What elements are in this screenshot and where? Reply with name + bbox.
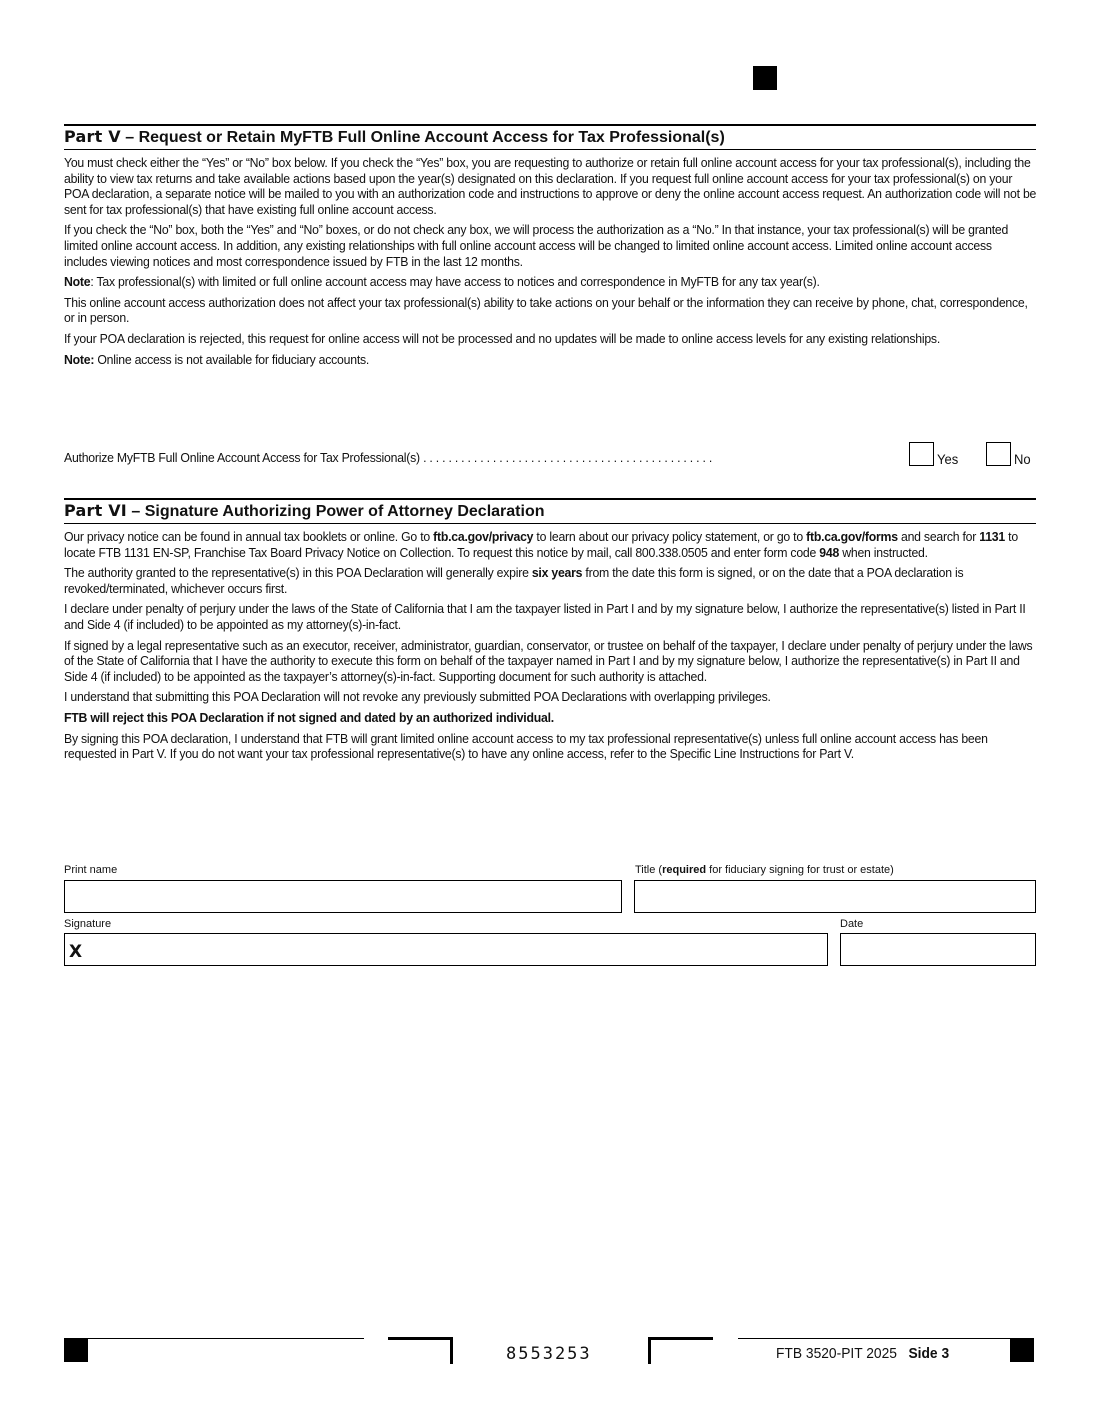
reject-warning-text: FTB will reject this POA Declaration if not signed and dated by an authorized individual.	[64, 709, 554, 725]
text: Our privacy notice can be found in annual tax booklets or online. Go to	[64, 529, 434, 544]
footer-bracket-right	[648, 1337, 713, 1364]
registration-mark-top	[753, 66, 777, 90]
part-vi-header	[64, 498, 1036, 524]
yes-label: Yes	[937, 451, 959, 467]
side-number: Side 3	[908, 1345, 950, 1362]
note-text: Online access is not available for fiduciary accounts.	[94, 351, 370, 367]
print-name-field[interactable]	[64, 880, 622, 913]
text: when instructed.	[839, 544, 928, 560]
no-label: No	[1014, 451, 1031, 467]
privacy-paragraph	[64, 529, 1037, 560]
signature-field[interactable]	[64, 933, 828, 966]
online-access-row	[64, 442, 1036, 468]
expiration-paragraph	[64, 565, 1037, 596]
no-checkbox[interactable]	[986, 442, 1011, 466]
text: to learn about our privacy policy statement, or go to	[533, 529, 807, 544]
forms-link[interactable]: ftb.ca.gov/forms	[806, 529, 898, 544]
signature-x-mark: X	[69, 942, 83, 962]
part-v-section	[64, 124, 1036, 367]
print-name-label: Print name	[64, 864, 118, 876]
title-label	[635, 864, 894, 876]
revoke-paragraph: I understand that submitting this POA Declaration will not revoke any previously submitted POA Declarations with overlapping privileges.	[64, 689, 771, 705]
legal-representative-paragraph: If signed by a legal representative such as an executor, receiver, administrator, guardian, conservator, or trustee on behalf of the taxpayer, I declare under penalty of perjury under the laws of the State of California that I have the authority to execute this form on behalf of the taxpayer named in Part I and by my signature below, I authorize the representative(s) in Part II and Side 4 (if included) to be appointed as the taxpayer’s attorney(s)-in-fact. Supporting document for such authority is attached.	[64, 637, 1033, 684]
note-label: Note:	[64, 351, 95, 367]
text: Title (	[635, 864, 663, 876]
part-v-paragraph-2: If you check the “No” box, both the “Yes” and “No” boxes, or do not check any box, we will process the authorization as a “No.” In that instance, your tax professional(s) will be granted limited online account access. In addition, any existing relationships with full online account access will be changed to limited online account access. Limited online account access includes viewing notices and most correspondence issued by FTB in the last 12 months.	[64, 222, 1009, 269]
part-v-paragraph-4: If your POA declaration is rejected, this request for online access will not be processed and no updates will be made to online access levels for any existing relationships.	[64, 330, 941, 346]
note-text: : Tax professional(s) with limited or full online account access may have access to notices and correspondence in MyFTB for any tax year(s).	[90, 274, 820, 290]
required-text: required	[662, 864, 707, 876]
part-v-note-2	[64, 352, 1037, 368]
part-v-header	[64, 124, 1036, 150]
authorize-online-access-label: Authorize MyFTB Full Online Account Access for Tax Professional(s) . . . . . . . . . . . . . . . . . . . . . . . . . . . . . . . . . . . . . . . . . . . . . .	[64, 450, 713, 465]
part-vi-title: – Signature Authorizing Power of Attorney Declaration	[131, 503, 545, 520]
part-vi-section	[64, 498, 1036, 762]
text: from the date this form is signed, or on the date that a POA declaration is revoked/terminated, whichever occurs first.	[64, 565, 964, 596]
text: for fiduciary signing for trust or estate)	[706, 864, 894, 876]
part-v-label: Part V	[64, 127, 121, 146]
footer-rule-right	[738, 1338, 1010, 1339]
form-id	[776, 1345, 949, 1362]
part-v-paragraph-1: You must check either the “Yes” or “No” box below. If you check the “Yes” box, you are requesting to authorize or retain full online account access for your tax professional(s), including the ability to view tax returns and take available actions based upon the year(s) designated on this declaration. If you request full online account access for your tax professional(s) on your POA declaration, a separate notice will be mailed to you with an authorization code and instructions to approve or deny the online account access request. An authorization code will not be sent for tax professional(s) that have existing full online account access.	[64, 155, 1037, 217]
limited-access-paragraph: By signing this POA declaration, I understand that FTB will grant limited online account access to my tax professional representative(s) unless full online account access has been requested in Part V. If you do not want your tax professional representative(s) to have any online access, refer to the Specific Line Instructions for Part V.	[64, 730, 988, 762]
form-code: 948	[819, 544, 840, 560]
registration-mark-bottom-right	[1010, 1338, 1034, 1362]
form-barcode-number: 8553253	[506, 1344, 592, 1364]
text: The authority granted to the representative(s) in this POA Declaration will generally expire	[64, 565, 532, 581]
declaration-paragraph: I declare under penalty of perjury under the laws of the State of California that I am the taxpayer listed in Part I and by my signature below, I authorize the representative(s) listed in Part II and Side 4 (if included) to be appointed as my attorney(s)-in-fact.	[64, 601, 1026, 632]
part-v-title: – Request or Retain MyFTB Full Online Account Access for Tax Professional(s)	[125, 129, 725, 146]
text: to locate FTB 1131 EN-SP, Franchise Tax Board Privacy Notice on Collection. To request this notice by mail, call 800.338.0505 and enter form code	[64, 529, 1018, 560]
registration-mark-bottom-left	[64, 1338, 88, 1362]
reject-warning	[64, 710, 1037, 726]
footer-rule-left	[88, 1338, 364, 1339]
text: and search for	[897, 529, 980, 544]
privacy-link[interactable]: ftb.ca.gov/privacy	[433, 529, 534, 544]
date-field[interactable]	[840, 933, 1036, 966]
part-vi-label: Part VI	[64, 501, 127, 520]
date-label: Date	[840, 918, 864, 930]
note-label: Note	[64, 274, 91, 290]
form-number: 1131	[979, 529, 1005, 544]
form-id-text: FTB 3520-PIT 2025	[776, 1345, 897, 1362]
footer-bracket-left	[388, 1337, 453, 1364]
title-field[interactable]	[634, 880, 1036, 913]
part-v-paragraph-3: This online account access authorization does not affect your tax professional(s) ability to take actions on your behalf or the information they can receive by phone, chat, correspondence, or in person.	[64, 294, 1028, 326]
yes-checkbox[interactable]	[909, 442, 934, 466]
six-years: six years	[531, 565, 583, 581]
part-v-note-1	[64, 274, 1037, 290]
signature-label: Signature	[64, 918, 112, 930]
